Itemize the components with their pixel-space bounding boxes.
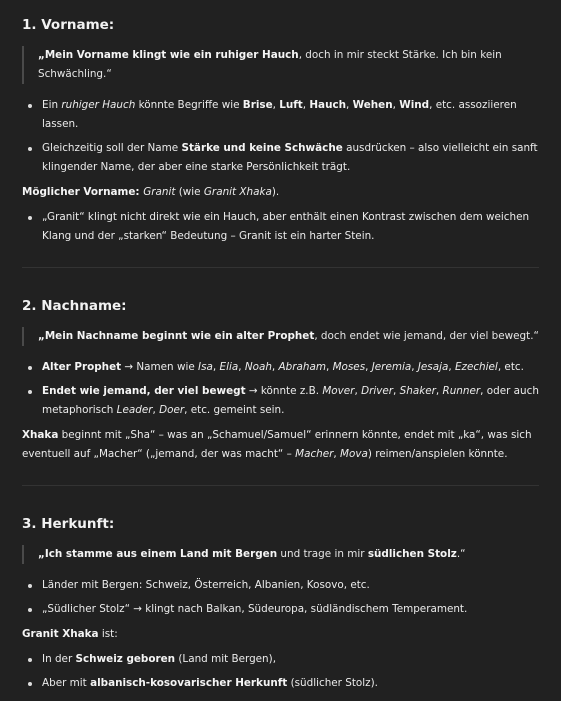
italic-word: Runner [442,385,481,397]
text: , [333,448,341,460]
text: könnte Begriffe wie [135,99,243,111]
text: , [302,99,310,111]
text: Aber mit [42,677,91,689]
bullet-list [22,208,539,246]
section-vorname [22,14,539,246]
section-herkunft [22,513,539,693]
text: , [393,385,400,397]
text: Gleichzeitig soll der Name [42,142,182,154]
italic-text: Mova [340,448,368,460]
quote-bold: „Ich stamme aus einem Land mit Bergen [38,548,278,560]
list-item [22,139,539,177]
text: , [365,361,372,373]
bullet-list [22,650,539,693]
text: (wie [175,186,204,198]
italic-name: Jeremia [371,361,412,373]
bold-word: Wind [399,99,430,111]
paragraph [22,426,539,464]
text: , etc. assoziieren lassen. [42,99,517,130]
bold-text: Xhaka [22,429,59,441]
bold-text: Möglicher Vorname: [22,186,144,198]
italic-name: Elia [219,361,239,373]
text: beginnt mit „Sha“ – was an „Schamuel/Samuel“ erinnern könnte, endet mit „ka“, was sich eventuell auf „Macher“ („jemand, der was macht“ – [22,429,532,460]
italic-text: Granit Xhaka [203,186,272,198]
bold-text: Endet wie jemand, der viel bewegt [42,385,246,397]
paragraph [22,183,539,202]
italic-text: ruhiger Hauch [61,99,136,111]
text: , [271,361,279,373]
italic-word: Shaker [399,385,436,397]
text: , [448,361,455,373]
text: ausdrücken – also vielleicht ein sanft klingender Name, der aber eine starke Persönlichkeit trägt. [42,142,538,173]
quote-bold: „Mein Vorname klingt wie ein ruhiger Hauch [38,49,299,61]
bullet-list [22,358,539,420]
bold-text: Schweiz geboren [75,653,176,665]
text: , [411,361,418,373]
text: ). [271,186,280,198]
quote-text: .“ [456,548,466,560]
italic-word: Leader [116,404,153,416]
bullet-list [22,96,539,177]
list-item: „Südlicher Stolz“ → klingt nach Balkan, Südeuropa, südländischem Temperament. [22,600,539,619]
quote-text: und trage in mir [277,548,368,560]
italic-word: Driver [361,385,394,397]
italic-name: Moses [332,361,366,373]
text: , [325,361,333,373]
italic-name: Jesaja [417,361,449,373]
list-item [22,96,539,134]
list-item [22,650,539,669]
italic-name: Isa [198,361,213,373]
blockquote [22,545,539,564]
text: , [272,99,280,111]
quote-bold: südlichen Stolz [367,548,457,560]
blockquote [22,327,539,346]
divider [22,267,539,268]
text: (Land mit Bergen), [175,653,277,665]
text: , [346,99,353,111]
italic-name: Ezechiel [454,361,498,373]
bold-text: Stärke und keine Schwäche [181,142,343,154]
text: , [238,361,245,373]
bold-word: Brise [242,99,273,111]
text: , oder auch metaphorisch [42,385,539,416]
text: → könnte z.B. [245,385,323,397]
quote-bold: „Mein Nachname beginnt wie ein alter Prophet [38,330,315,342]
text: , [354,385,362,397]
paragraph [22,625,539,644]
italic-text: Granit [143,186,176,198]
bold-text: albanisch-kosovarischer Herkunft [90,677,288,689]
bold-word: Luft [279,99,303,111]
italic-text: Macher [295,448,334,460]
text: → Namen wie [121,361,199,373]
bold-text: Alter Prophet [42,361,122,373]
text: Ein [42,99,62,111]
bold-word: Hauch [309,99,347,111]
section-title: 3. Herkunft: [22,516,115,532]
divider [22,485,539,486]
bold-word: Wehen [352,99,393,111]
quote-text: , doch endet wie jemand, der viel bewegt.“ [314,330,539,342]
section-title: 2. Nachname: [22,298,127,314]
italic-word: Mover [322,385,355,397]
blockquote [22,46,539,84]
text: In der [42,653,76,665]
quote-text: , doch in mir steckt Stärke. Ich bin kein Schwächling.“ [38,49,502,80]
text: , [435,385,443,397]
text: , [212,361,220,373]
italic-name: Noah [244,361,272,373]
text: , etc. gemeint sein. [184,404,285,416]
list-item: „Granit“ klingt nicht direkt wie ein Hauch, aber enthält einen Kontrast zwischen dem weichen Klang und der „starken“ Bedeutung – Granit ist ein harter Stein. [22,208,539,246]
list-item [22,358,539,377]
section-nachname [22,295,539,464]
text: , [392,99,400,111]
text: , etc. [497,361,524,373]
text: (südlicher Stolz). [287,677,378,689]
text: , [152,404,160,416]
list-item [22,382,539,420]
section-title: 1. Vorname: [22,17,115,33]
text: ) reimen/anspielen könnte. [367,448,508,460]
bold-text: Granit Xhaka [22,628,99,640]
list-item [22,674,539,693]
text: ist: [98,628,118,640]
italic-name: Abraham [278,361,326,373]
italic-word: Doer [159,404,185,416]
list-item: Länder mit Bergen: Schweiz, Österreich, Albanien, Kosovo, etc. [22,576,539,595]
bullet-list [22,576,539,619]
